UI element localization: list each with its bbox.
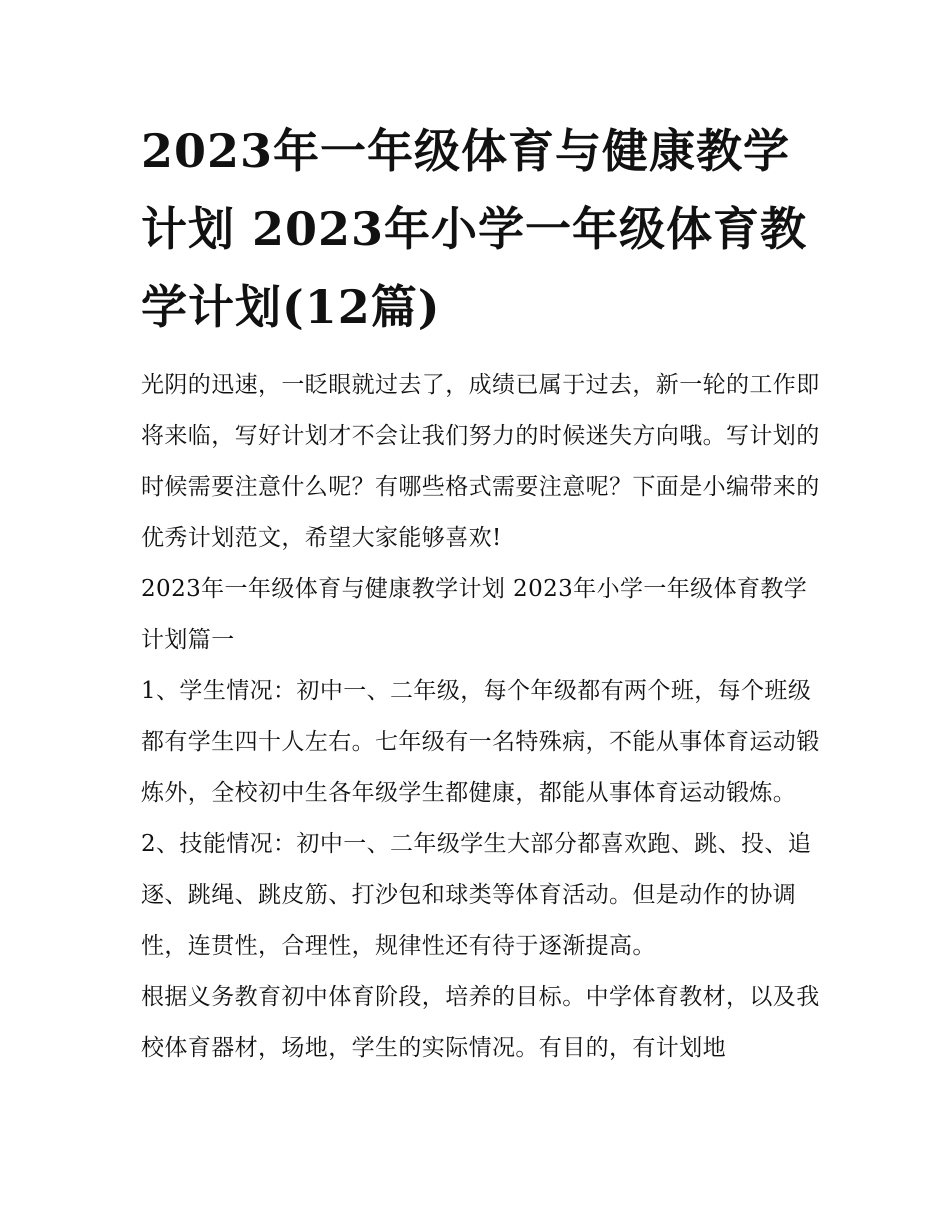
document-body	[141, 112, 821, 1074]
intro-paragraph: 光阴的迅速，一眨眼就过去了，成绩已属于过去，新一轮的工作即将来临，写好计划才不会让我们努力的时候迷失方向哦。写计划的时候需要注意什么呢？有哪些格式需要注意呢？下面是小编带来的优秀计划范文，希望大家能够喜欢!	[141, 372, 820, 551]
document-title: 2023年一年级体育与健康教学计划 2023年小学一年级体育教学计划(12篇)	[141, 124, 808, 334]
student-situation-paragraph: 1、学生情况：初中一、二年级，每个年级都有两个班，每个班级都有学生四十人左右。七年级有一名特殊病，不能从事体育运动锻炼外，全校初中生各年级学生都健康，都能从事体育运动锻炼。	[141, 678, 820, 806]
basis-paragraph: 根据义务教育初中体育阶段，培养的目标。中学体育教材，以及我校体育器材，场地，学生的实际情况。有目的，有计划地	[141, 984, 820, 1061]
section-heading: 2023年一年级体育与健康教学计划 2023年小学一年级体育教学计划篇一	[141, 576, 808, 653]
skill-situation-paragraph: 2、技能情况：初中一、二年级学生大部分都喜欢跑、跳、投、追逐、跳绳、跳皮筋、打沙包和球类等体育活动。但是动作的协调性，连贯性，合理性，规律性还有待于逐渐提高。	[141, 831, 812, 959]
